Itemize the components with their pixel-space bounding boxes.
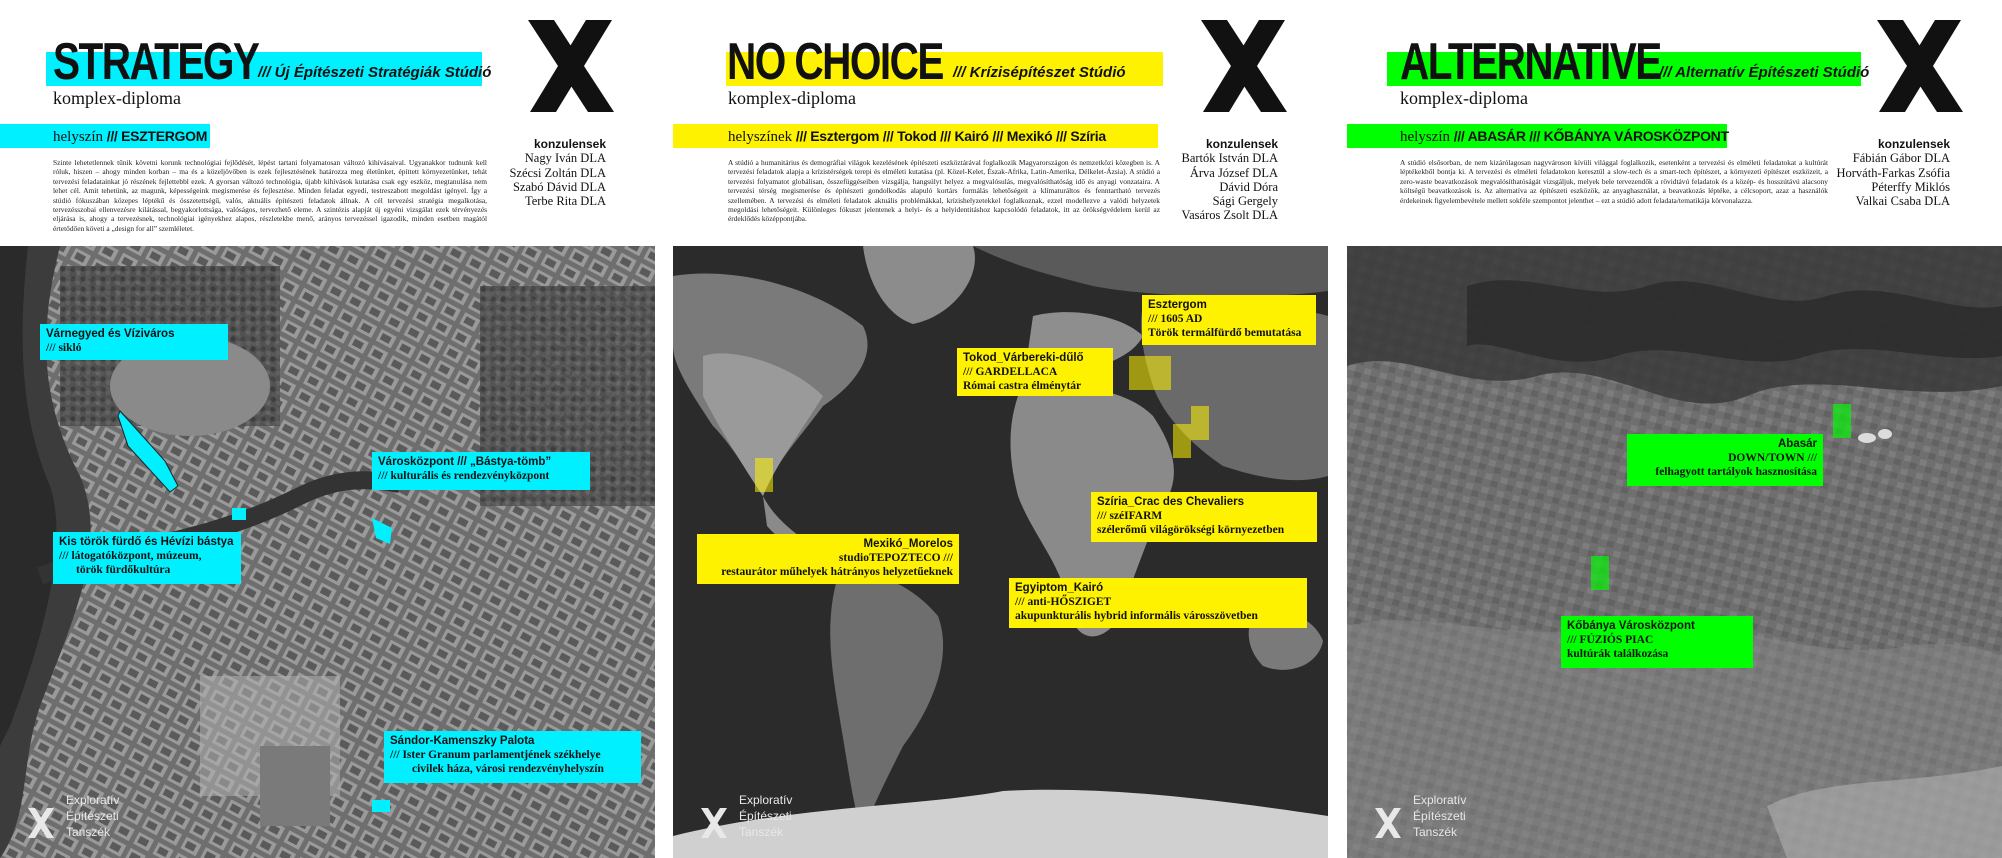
subtitle: komplex-diploma — [53, 88, 181, 108]
consultant: Vasáros Zsolt DLA — [1181, 208, 1278, 223]
studio-description: A stúdió a humanitárius és demográfiai világok kezelésének építészeti eszköztárával foglalkozik Magyarországon és nemzetközi közegben is. A tervezési feladatok alapja a krízistérségek terepi és elméleti kutatása (pl. Közel-Kelet, Észak-Afrika, Latin-Amerika, Délkelet-Ázsia). A stúdió a tervezési folyamatot globálisan, összefüggéseiben vizsgálja, hangsúlyt helyez a megvalósulás, megvalósíthatóság idő és anyagi vonzataira. A tervezési térség megismerése és építészeti gondolkodás alapuló kortárs formálás lehetőségeit a klímaturáltos és fenntartható tervezés szellemében. A tervezési és elméleti feladatok aktuális problémákkal, krízishelyzetekkel foglalkoznak, ezzel modellezve a valódi helyzetek megoldási lehetőségeit. Különleges fókuszt jelentenek a helyi- és a helyidentitáshoz kapcsolódó feladatok, itt az örökségvédelem kerül az érdeklődés középpontjába. — [728, 158, 1160, 224]
footer-line: Építészeti — [739, 809, 792, 823]
consultant: Nagy Iván DLA — [524, 151, 606, 166]
consultant: Péterffy Miklós — [1871, 179, 1950, 194]
consultant: Szécsi Zoltán DLA — [509, 165, 606, 180]
location-label: helyszínek — [728, 129, 793, 145]
footer-line: Építészeti — [1413, 809, 1466, 823]
panel-title: ALTERNATIVE — [1400, 33, 1661, 91]
world-map — [673, 246, 1328, 858]
x-small-icon — [28, 808, 54, 838]
consultant: Szabó Dávid DLA — [512, 179, 606, 194]
callout-varnegyed — [40, 324, 228, 360]
callout-text: /// 1605 AD — [1148, 313, 1203, 325]
callout-mexiko — [697, 534, 959, 584]
callout-text: /// GARDELLACA — [963, 366, 1058, 378]
location-values: /// ABASÁR /// KŐBÁNYA VÁROSKÖZPONT — [1453, 128, 1729, 144]
consultant: Valkai Csaba DLA — [1855, 194, 1950, 209]
footer-line: Exploratív — [1413, 793, 1467, 807]
studio-name: /// Krízisépítészet Stúdió — [953, 64, 1126, 81]
x-small-icon — [1375, 808, 1401, 838]
callout-sziria — [1091, 492, 1317, 542]
callout-text: /// Ister Granum parlamentjének székhelye — [390, 749, 601, 761]
consultant: Árva József DLA — [1189, 165, 1278, 180]
studio-description: A stúdió elsősorban, de nem kizárólagosan nagyvároson kívüli világgal foglalkozik, esetenként a tervezési és elméleti feladatokat a kultúrát léptékekből bontja ki. A tervezési és elméleti feladatokon keresztül a slow-tech és a smart-tech építészet, a környezeti építészet eszközeit, a zero-waste beavatkozások megvalósíthatóságát vizsgáljuk, melyek bele tervezendők a rövidtávú feladatok és a közép- és hosszútávú alacsony költségű beavatkozások is. Az alternatíva az építészeti eszközök, az anyaghasználat, a beavatkozás léptéke, a célcsoport, azaz a használók érdekeinek figyelembevétele mellett sokféle szempontot jelenthet – ezt a stúdió adott feladata/tematikája körvonalazza. — [1400, 158, 1828, 205]
subtitle: komplex-diploma — [1400, 88, 1528, 108]
studio-description: Szinte lehetetlennek tűnik követni korunk technológiai fejlődését, lépést tartani folyamatosan változó kihívásaival. Ugyanakkor tudnunk kell róluk, hiszen – ahogy minden korban – ma és a közeljövőben is ezek fejlesztésének határozza meg életünket, építtett környezetünket, tehát tervezési feladatainkat jó részének fejlettebbl ezek. A gyorsan változó technológia, újabb kihívások kutatása csak egy eszköz, megtanulása nem lehet cél. Amit tehetünk, az magunk, képességeink megismerése és fejlesztése. Minden feladat egyedi, testreszabott megoldást igényel. Így a stúdió fókuszában közepes léptékű és összetettségű, valós, aktuális építészeti feladatok állnak. A cél tervezési stratégia megalkotása, tervezésszobai ellenvezésre kilátással, begyakorlottsága, valóságos, tervezhető eleme. A szintézis alapját új egyéni vizsgálat ezek térvényezés eljárása is, ahogy a tervezésnek, technológiai igényekhez alapos, részletekbe menő, arányos tervezéssel igazodik, minden esetben magától értetődően követi a „design for all” szemléletet. — [53, 158, 487, 233]
callout-egyiptom — [1009, 578, 1307, 628]
callout-text: DOWN/TOWN /// — [1728, 452, 1817, 464]
callout-text: /// sikló — [46, 342, 82, 354]
callout-title: Egyiptom_Kairó — [1015, 582, 1104, 594]
consultants-heading: konzulensek — [1205, 137, 1278, 151]
aerial-photo — [0, 246, 655, 858]
callout-sandor-palota — [384, 731, 641, 783]
panel-strategy — [0, 0, 655, 858]
location-bar — [673, 124, 1158, 148]
callout-title: Abasár — [1778, 438, 1817, 450]
callout-text: török fürdőkultúra — [76, 564, 171, 576]
footer-line: Tanszék — [66, 825, 111, 839]
x-logo-icon — [528, 20, 614, 112]
callout-text: Török termálfürdő bemutatása — [1148, 327, 1302, 339]
x-logo-icon — [1877, 20, 1963, 112]
callout-text: civilek háza, városi rendezvényhelyszín — [412, 763, 604, 775]
callout-text: restaurátor műhelyek hátrányos helyzetűeknek — [721, 566, 953, 578]
callout-abasar — [1627, 434, 1823, 486]
callout-text: /// FÚZIÓS PIAC — [1567, 634, 1654, 646]
panel-no-choice — [673, 0, 1328, 858]
consultant: Fábián Gábor DLA — [1852, 151, 1950, 166]
callout-title: Mexikó_Morelos — [863, 538, 953, 550]
consultants — [1181, 137, 1278, 223]
subtitle: komplex-diploma — [728, 88, 856, 108]
consultants — [509, 137, 606, 208]
location-values: /// ESZTERGOM — [106, 128, 208, 144]
x-logo-icon — [1201, 20, 1287, 112]
callout-text: /// széIFARM — [1097, 510, 1163, 522]
callout-title: Tokod_Várbereki-dűlő — [963, 352, 1084, 364]
department-logo-text — [739, 792, 792, 840]
footer-line: Exploratív — [739, 793, 793, 807]
callout-text: Római castra élménytár — [963, 380, 1082, 392]
location-bar — [1347, 124, 1727, 148]
footer-line: Tanszék — [739, 825, 784, 839]
callout-text: /// anti-HŐSZIGET — [1015, 596, 1112, 608]
callout-title: Kőbánya Városközpont — [1567, 620, 1695, 632]
callout-text: kultúrák találkozása — [1567, 648, 1669, 660]
footer-line: Exploratív — [66, 793, 120, 807]
studio-name: /// Alternatív Építészeti Stúdió — [1659, 64, 1870, 81]
consultant: Terbe Rita DLA — [524, 194, 606, 209]
callout-title: Városközpont /// „Bástya-tömb” — [378, 456, 552, 468]
callout-text: /// látogatóközpont, múzeum, — [59, 550, 202, 562]
footer-line: Tanszék — [1413, 825, 1458, 839]
consultant: Dávid Dóra — [1219, 179, 1278, 194]
location-label: helyszín — [1400, 129, 1450, 145]
callout-title: Szíria_Crac des Chevaliers — [1097, 496, 1245, 508]
satellite-photo — [1347, 246, 2002, 858]
callout-varoskozpont — [372, 452, 590, 490]
callout-tokod — [957, 348, 1113, 396]
callout-esztergom — [1142, 295, 1316, 345]
footer-line: Építészeti — [66, 809, 119, 823]
callout-kobanya — [1561, 616, 1753, 668]
callout-text: /// kulturális és rendezvényközpont — [378, 470, 550, 482]
panel-title: NO CHOICE — [727, 33, 943, 91]
callout-text: studioTEPOZTECO /// — [838, 552, 953, 564]
callout-title: Kis török fürdő és Hévízi bástya — [59, 536, 234, 548]
consultants-heading: konzulensek — [1877, 137, 1950, 151]
consultant: Bartók István DLA — [1181, 151, 1278, 166]
location-values: /// Esztergom /// Tokod /// Kairó /// Mexikó /// Szíria — [795, 128, 1106, 144]
panel-alternative — [1347, 0, 2002, 858]
consultants-heading: konzulensek — [533, 137, 606, 151]
department-logo-text — [1413, 792, 1466, 840]
studio-name: /// Új Építészeti Stratégiák Stúdió — [258, 64, 492, 81]
panel-title: STRATEGY — [53, 33, 259, 91]
callout-title: Várnegyed és Víziváros — [46, 328, 175, 340]
callout-title: Sándor-Kamenszky Palota — [390, 735, 535, 747]
x-small-icon — [701, 808, 727, 838]
satellite-map-image — [1347, 246, 2002, 858]
consultants — [1836, 137, 1950, 208]
department-logo-text — [66, 792, 119, 840]
location-label: helyszín — [53, 129, 103, 145]
callout-title: Esztergom — [1148, 299, 1207, 311]
callout-text: akupunkturális hybrid informális városszövetben — [1015, 610, 1258, 622]
callout-kis-torok-furdo — [53, 532, 241, 584]
location-bar — [0, 124, 210, 148]
callout-text: szélerőmű világörökségi környezetben — [1097, 524, 1285, 536]
callout-text: felhagyott tartályok hasznosítása — [1655, 466, 1817, 478]
consultant: Horváth-Farkas Zsófia — [1836, 165, 1950, 180]
consultant: Sági Gergely — [1212, 194, 1278, 209]
